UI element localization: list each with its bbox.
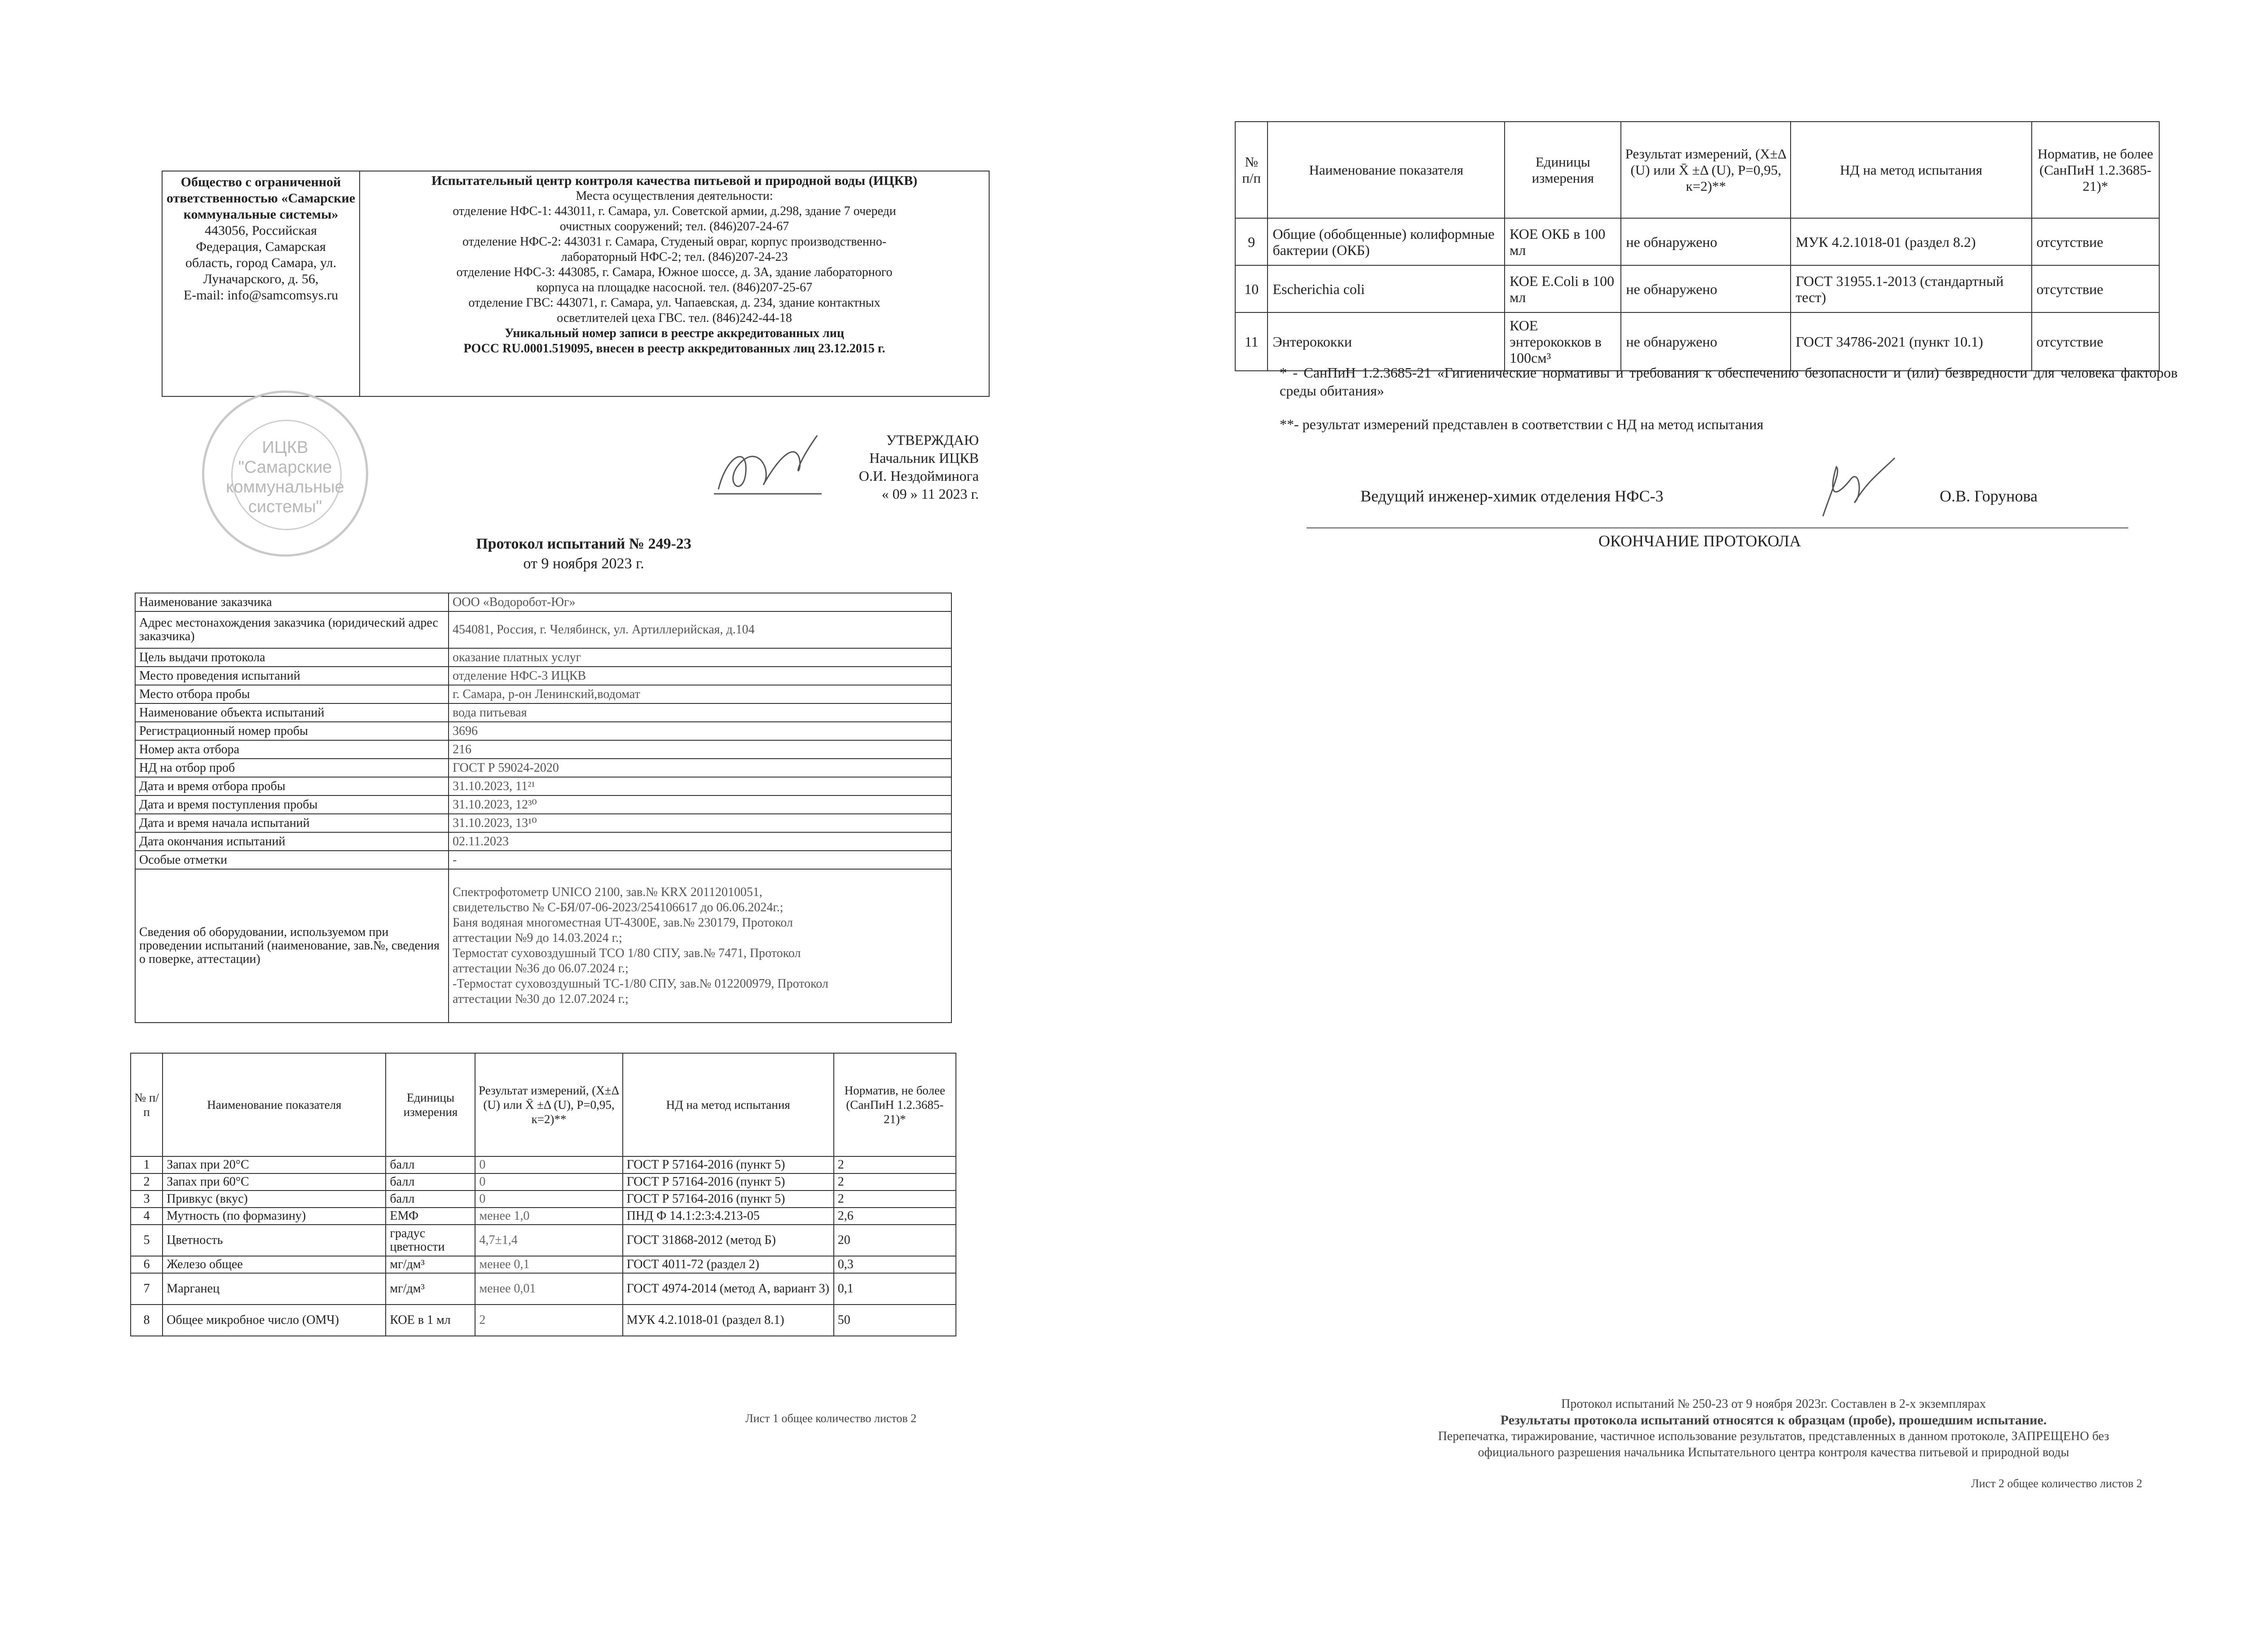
lab-line: Места осуществления деятельности:: [576, 189, 773, 203]
info-label: Дата и время отбора пробы: [135, 777, 449, 795]
stamp-text-line: "Самарские: [238, 458, 332, 477]
info-value: ООО «Водоробот-Юг»: [449, 593, 951, 611]
result-indicator: Общее микробное число (ОМЧ): [163, 1305, 386, 1336]
result-norm: 0,1: [834, 1273, 956, 1305]
org-email: E-mail: info@samcomsys.ru: [183, 288, 339, 303]
result-row: [131, 1256, 956, 1273]
lab-line: отделение НФС-1: 443011, г. Самара, ул. Советской армии, д.298, здание 7 очереди: [453, 204, 896, 218]
stamp-text-line: системы": [248, 497, 322, 516]
result-num: 6: [131, 1256, 163, 1273]
organization-block: [163, 171, 360, 396]
info-row: [135, 851, 951, 869]
result-value: 0: [475, 1156, 622, 1173]
result-row: [131, 1305, 956, 1336]
result-row: [1235, 265, 2159, 312]
result-unit: КОЕ ОКБ в 100 мл: [1505, 218, 1621, 265]
result-num: 9: [1235, 218, 1268, 265]
result-method: ГОСТ 31868-2012 (метод Б): [623, 1225, 834, 1256]
col-result: Результат измерений, (X±Δ (U) или X̄ ±Δ (U), P=0,95, к=2)**: [475, 1053, 622, 1156]
result-norm: отсутствие: [2032, 312, 2159, 371]
result-norm: 2: [834, 1173, 956, 1191]
protocol-title-block: [404, 534, 763, 574]
result-num: 5: [131, 1225, 163, 1256]
results-table-part2: [1235, 121, 2160, 371]
result-row: [131, 1191, 956, 1208]
result-unit: градус цветности: [386, 1225, 475, 1256]
equipment-label: Сведения об оборудовании, используемом при проведении испытаний (наименование, зав.№, сведения о поверке, аттестации): [135, 869, 449, 1023]
info-label: Место отбора пробы: [135, 685, 449, 703]
result-row: [1235, 218, 2159, 265]
result-indicator: Привкус (вкус): [163, 1191, 386, 1208]
engineer-name: О.В. Горунова: [1940, 487, 2038, 505]
col-result: Результат измерений, (X±Δ (U) или X̄ ±Δ (U), P=0,95, к=2)**: [1621, 122, 1791, 218]
lab-line: очистных сооружений; тел. (846)207-24-67: [559, 220, 789, 233]
result-num: 4: [131, 1208, 163, 1225]
result-value: не обнаружено: [1621, 218, 1791, 265]
footer-copyright-2: официального разрешения начальника Испытательного центра контроля качества питьевой и природной воды: [1478, 1446, 2069, 1459]
result-norm: отсутствие: [2032, 218, 2159, 265]
col-unit: Единицы измерения: [386, 1053, 475, 1156]
info-row: [135, 832, 951, 851]
equipment-row: [135, 869, 951, 1023]
result-norm: отсутствие: [2032, 265, 2159, 312]
stamp-text-line: ИЦКВ: [262, 438, 308, 457]
info-row: [135, 777, 951, 795]
result-unit: КОЕ энтерококков в 100см³: [1505, 312, 1621, 371]
info-row: [135, 703, 951, 722]
results-header-row: [131, 1053, 956, 1156]
result-norm: 2: [834, 1156, 956, 1173]
result-norm: 2,6: [834, 1208, 956, 1225]
lab-line: отделение НФС-2: 443031 г. Самара, Студеный овраг, корпус производственно-: [462, 235, 887, 249]
result-indicator: Энтерококки: [1268, 312, 1505, 371]
results-header-row: [1235, 122, 2159, 218]
info-label: Наименование заказчика: [135, 593, 449, 611]
protocol-title: Протокол испытаний № 249-23: [476, 536, 691, 552]
info-value: 31.10.2023, 13¹⁰: [449, 814, 951, 832]
result-num: 7: [131, 1273, 163, 1305]
info-row: [135, 685, 951, 703]
info-value: 454081, Россия, г. Челябинск, ул. Артиллерийская, д.104: [449, 611, 951, 648]
result-value: не обнаружено: [1621, 312, 1791, 371]
result-indicator: Железо общее: [163, 1256, 386, 1273]
result-value: менее 0,01: [475, 1273, 622, 1305]
result-method: ГОСТ 4974-2014 (метод А, вариант 3): [623, 1273, 834, 1305]
result-method: ГОСТ Р 57164-2016 (пункт 5): [623, 1156, 834, 1173]
result-row: [131, 1273, 956, 1305]
info-value: 02.11.2023: [449, 832, 951, 851]
result-num: 3: [131, 1191, 163, 1208]
page-2: [1167, 0, 2245, 1652]
info-label: Особые отметки: [135, 851, 449, 869]
info-label: Номер акта отбора: [135, 740, 449, 759]
org-address-line: Федерация, Самарская: [196, 239, 326, 254]
result-row: [131, 1173, 956, 1191]
col-num: № п/п: [1235, 122, 1268, 218]
page-2-sheet-count: Лист 2 общее количество листов 2: [1971, 1477, 2143, 1490]
stamp-text-line: коммунальные: [226, 478, 344, 496]
result-value: 4,7±1,4: [475, 1225, 622, 1256]
result-value: менее 0,1: [475, 1256, 622, 1273]
result-value: 2: [475, 1305, 622, 1336]
result-unit: ЕМФ: [386, 1208, 475, 1225]
info-row: [135, 648, 951, 667]
footer-copyright-1: Перепечатка, тиражирование, частичное использование результатов, представленных в данном протоколе, ЗАПРЕЩЕНО без: [1438, 1429, 2109, 1443]
lab-line: отделение НФС-3: 443085, г. Самара, Южное шоссе, д. 3А, здание лабораторного: [456, 265, 893, 279]
result-indicator: Цветность: [163, 1225, 386, 1256]
result-method: ГОСТ 31955.1-2013 (стандартный тест): [1791, 265, 2031, 312]
info-row: [135, 611, 951, 648]
accreditation-number: РОСС RU.0001.519095, внесен в реестр аккредитованных лиц 23.12.2015 г.: [463, 342, 885, 356]
page-2-footer: [1257, 1396, 2245, 1461]
result-row: [131, 1156, 956, 1173]
result-norm: 0,3: [834, 1256, 956, 1273]
lab-block: [360, 171, 989, 396]
equipment-line: аттестации №30 до 12.07.2024 г.;: [453, 992, 629, 1006]
equipment-value: [449, 869, 951, 1023]
footnote-measurement: **- результат измерений представлен в соответствии с НД на метод испытания: [1280, 416, 1764, 432]
equipment-line: аттестации №9 до 14.03.2024 г.;: [453, 931, 622, 945]
col-method: НД на метод испытания: [1791, 122, 2031, 218]
equipment-line: аттестации №36 до 06.07.2024 г.;: [453, 962, 629, 975]
engineer-position: Ведущий инженер-химик отделения НФС-3: [1360, 487, 1664, 505]
info-row: [135, 593, 951, 611]
accreditation-label: Уникальный номер записи в реестре аккредитованных лиц: [504, 326, 844, 340]
info-value: 31.10.2023, 11²¹: [449, 777, 951, 795]
info-row: [135, 759, 951, 777]
result-row: [1235, 312, 2159, 371]
info-label: Место проведения испытаний: [135, 667, 449, 685]
col-norm: Норматив, не более (СанПиН 1.2.3685-21)*: [2032, 122, 2159, 218]
col-num: № п/п: [131, 1053, 163, 1156]
result-value: не обнаружено: [1621, 265, 1791, 312]
result-unit: балл: [386, 1156, 475, 1173]
result-method: ГОСТ Р 57164-2016 (пункт 5): [623, 1191, 834, 1208]
seal-stamp: [202, 391, 368, 557]
result-num: 10: [1235, 265, 1268, 312]
result-unit: КОЕ E.Coli в 100 мл: [1505, 265, 1621, 312]
info-row: [135, 722, 951, 740]
result-num: 11: [1235, 312, 1268, 371]
col-unit: Единицы измерения: [1505, 122, 1621, 218]
result-num: 8: [131, 1305, 163, 1336]
equipment-line: Спектрофотометр UNICO 2100, зав.№ KRX 20112010051,: [453, 885, 762, 899]
result-norm: 50: [834, 1305, 956, 1336]
lab-line: осветлителей цеха ГВС. тел. (846)242-44-18: [557, 311, 792, 325]
results-table-part1: [130, 1053, 956, 1336]
info-row: [135, 795, 951, 814]
result-method: МУК 4.2.1018-01 (раздел 8.2): [1791, 218, 2031, 265]
result-value: 0: [475, 1191, 622, 1208]
result-method: ГОСТ Р 57164-2016 (пункт 5): [623, 1173, 834, 1191]
result-value: менее 1,0: [475, 1208, 622, 1225]
protocol-date: от 9 ноября 2023 г.: [523, 555, 644, 572]
approval-heading: УТВЕРЖДАЮ: [886, 432, 979, 448]
result-row: [131, 1225, 956, 1256]
equipment-line: Термостат суховоздушный ТСО 1/80 СПУ, зав.№ 7471, Протокол: [453, 946, 801, 960]
col-indicator: Наименование показателя: [163, 1053, 386, 1156]
info-label: Адрес местонахождения заказчика (юридический адрес заказчика): [135, 611, 449, 648]
info-label: Наименование объекта испытаний: [135, 703, 449, 722]
info-value: 216: [449, 740, 951, 759]
footer-results-note: Результаты протокола испытаний относятся к образцам (пробе), прошедшим испытание.: [1500, 1413, 2047, 1428]
info-value: ГОСТ Р 59024-2020: [449, 759, 951, 777]
result-indicator: Общие (обобщенные) колиформные бактерии (ОКБ): [1268, 218, 1505, 265]
info-row: [135, 740, 951, 759]
lab-line: отделение ГВС: 443071, г. Самара, ул. Чапаевская, д. 234, здание контактных: [468, 296, 880, 310]
result-indicator: Запах при 20°С: [163, 1156, 386, 1173]
letterhead: [162, 171, 990, 397]
info-label: Цель выдачи протокола: [135, 648, 449, 667]
approval-date: « 09 » 11 2023 г.: [881, 486, 979, 502]
approver-name: О.И. Нездойминога: [858, 468, 979, 484]
org-address-line: 443056, Российская: [205, 223, 317, 238]
engineer-signature: [1809, 453, 1899, 521]
approver-position: Начальник ИЦКВ: [869, 450, 979, 466]
lab-title: Испытательный центр контроля качества питьевой и природной воды (ИЦКВ): [431, 173, 918, 188]
result-value: 0: [475, 1173, 622, 1191]
result-unit: балл: [386, 1191, 475, 1208]
equipment-line: свидетельство № С-БЯ/07-06-2023/254106617 до 06.06.2024г.;: [453, 901, 784, 914]
info-value: 31.10.2023, 12³⁰: [449, 795, 951, 814]
page-1-footer: Лист 1 общее количество листов 2: [745, 1412, 917, 1425]
result-unit: мг/дм³: [386, 1256, 475, 1273]
result-indicator: Мутность (по формазину): [163, 1208, 386, 1225]
footnote-sanpin: * - СанПиН 1.2.3685-21 «Гигиенические нормативы и требования к обеспечению безопасности и (или) безвредности для человека факторов среды обитания»: [1280, 365, 2178, 399]
info-label: Регистрационный номер пробы: [135, 722, 449, 740]
col-norm: Норматив, не более (СанПиН 1.2.3685-21)*: [834, 1053, 956, 1156]
result-unit: балл: [386, 1173, 475, 1191]
result-indicator: Марганец: [163, 1273, 386, 1305]
info-value: оказание платных услуг: [449, 648, 951, 667]
info-value: г. Самара, р-он Ленинский,водомат: [449, 685, 951, 703]
col-method: НД на метод испытания: [623, 1053, 834, 1156]
org-address-line: область, город Самара, ул.: [185, 255, 337, 270]
info-row: [135, 814, 951, 832]
info-value: -: [449, 851, 951, 869]
equipment-line: Баня водяная многоместная UT-4300E, зав.№ 230179, Протокол: [453, 916, 793, 930]
result-unit: КОЕ в 1 мл: [386, 1305, 475, 1336]
divider: [1307, 527, 2128, 528]
result-indicator: Escherichia coli: [1268, 265, 1505, 312]
info-label: Дата и время поступления пробы: [135, 795, 449, 814]
approval-block: [727, 431, 979, 503]
result-unit: мг/дм³: [386, 1273, 475, 1305]
info-row: [135, 667, 951, 685]
info-label: Дата и время начала испытаний: [135, 814, 449, 832]
result-num: 1: [131, 1156, 163, 1173]
result-method: ГОСТ 4011-72 (раздел 2): [623, 1256, 834, 1273]
lab-line: лабораторный НФС-2; тел. (846)207-24-23: [561, 250, 788, 264]
info-value: отделение НФС-3 ИЦКВ: [449, 667, 951, 685]
result-indicator: Запах при 60°С: [163, 1173, 386, 1191]
end-of-protocol-label: ОКОНЧАНИЕ ПРОТОКОЛА: [1598, 532, 1801, 550]
result-norm: 20: [834, 1225, 956, 1256]
organization-name: Общество с ограниченной ответственностью «Самарские коммунальные системы»: [166, 175, 356, 222]
footer-protocol-info: Протокол испытаний № 250-23 от 9 ноября 2023г. Составлен в 2-х экземплярах: [1561, 1397, 1986, 1411]
info-value: вода питьевая: [449, 703, 951, 722]
info-label: Дата окончания испытаний: [135, 832, 449, 851]
result-num: 2: [131, 1173, 163, 1191]
sample-info-table: [135, 593, 952, 1023]
result-row: [131, 1208, 956, 1225]
info-value: 3696: [449, 722, 951, 740]
equipment-line: -Термостат суховоздушный ТС-1/80 СПУ, зав.№ 012200979, Протокол: [453, 977, 828, 991]
result-method: МУК 4.2.1018-01 (раздел 8.1): [623, 1305, 834, 1336]
col-indicator: Наименование показателя: [1268, 122, 1505, 218]
result-method: ПНД Ф 14.1:2:3:4.213-05: [623, 1208, 834, 1225]
lab-line: корпуса на площадке насосной. тел. (846)207-25-67: [536, 281, 813, 294]
info-label: НД на отбор проб: [135, 759, 449, 777]
result-method: ГОСТ 34786-2021 (пункт 10.1): [1791, 312, 2031, 371]
result-norm: 2: [834, 1191, 956, 1208]
org-address-line: Луначарского, д. 56,: [203, 272, 319, 286]
